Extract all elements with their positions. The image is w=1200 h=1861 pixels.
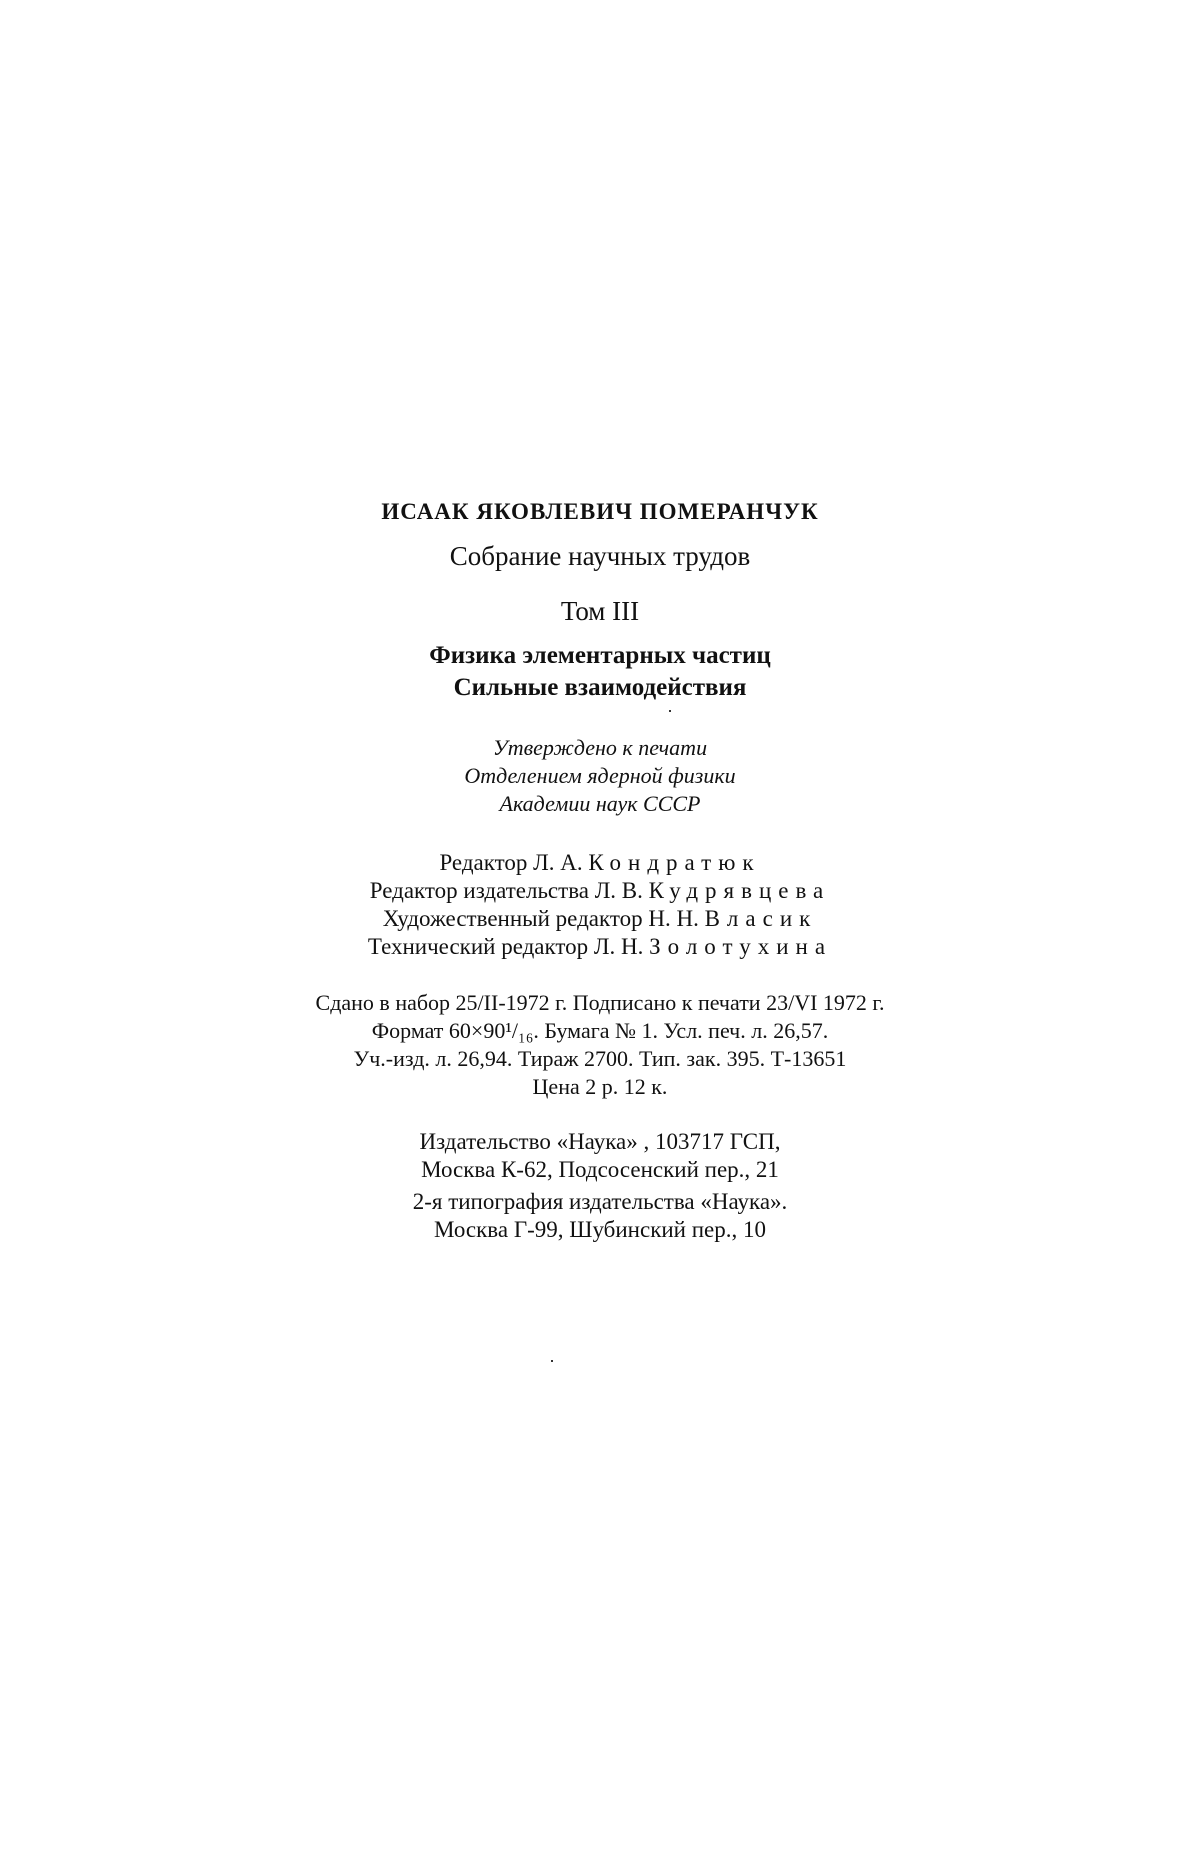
staff-role: Художественный редактор Н. Н. xyxy=(382,906,699,931)
author-name: ИСААК ЯКОВЛЕВИЧ ПОМЕРАНЧУК xyxy=(381,499,819,524)
approval-line-1: Утверждено к печати xyxy=(492,735,708,760)
printer-line-1: 2-я типография издательства «Наука». xyxy=(412,1189,788,1214)
printer-line-2: Москва Г-99, Шубинский пер., 10 xyxy=(433,1217,767,1242)
staff-line-publishing-editor xyxy=(0,879,1200,902)
staff-role: Редактор издательства Л. В. xyxy=(369,878,643,903)
section-title-2: Сильные взаимодействия xyxy=(453,674,747,701)
staff-name: Власик xyxy=(704,906,818,931)
staff-line-art-editor xyxy=(0,907,1200,930)
staff-role: Технический редактор Л. Н. xyxy=(367,934,644,959)
volume-number: Том III xyxy=(560,596,640,626)
staff-name: Кудрявцева xyxy=(648,878,831,903)
imprint-line-2: Формат 60×90¹/₁₆. Бумага № 1. Усл. печ. л. 26,57. xyxy=(371,1018,829,1043)
approval-line-2: Отделением ядерной физики xyxy=(464,763,736,788)
imprint-line-1: Сдано в набор 25/II-1972 г. Подписано к печати 23/VI 1972 г. xyxy=(315,990,885,1015)
imprint-price: Цена 2 р. 12 к. xyxy=(532,1074,668,1099)
approval-line-3: Академии наук СССР xyxy=(499,791,701,816)
staff-line-editor xyxy=(0,851,1200,874)
speck xyxy=(551,1360,553,1362)
staff-name: Золотухина xyxy=(649,934,833,959)
imprint-line-3: Уч.-изд. л. 26,94. Тираж 2700. Тип. зак. 395. Т-13651 xyxy=(353,1046,847,1071)
publisher-line-1: Издательство «Наука» , 103717 ГСП, xyxy=(419,1129,781,1154)
collection-subtitle: Собрание научных трудов xyxy=(449,541,751,571)
staff-line-technical-editor xyxy=(0,935,1200,958)
section-title-1: Физика элементарных частиц xyxy=(429,642,771,669)
staff-name: Кондратюк xyxy=(588,850,761,875)
publisher-line-2: Москва К-62, Подсосенский пер., 21 xyxy=(421,1157,779,1182)
speck xyxy=(669,710,671,712)
staff-role: Редактор Л. А. xyxy=(439,850,583,875)
